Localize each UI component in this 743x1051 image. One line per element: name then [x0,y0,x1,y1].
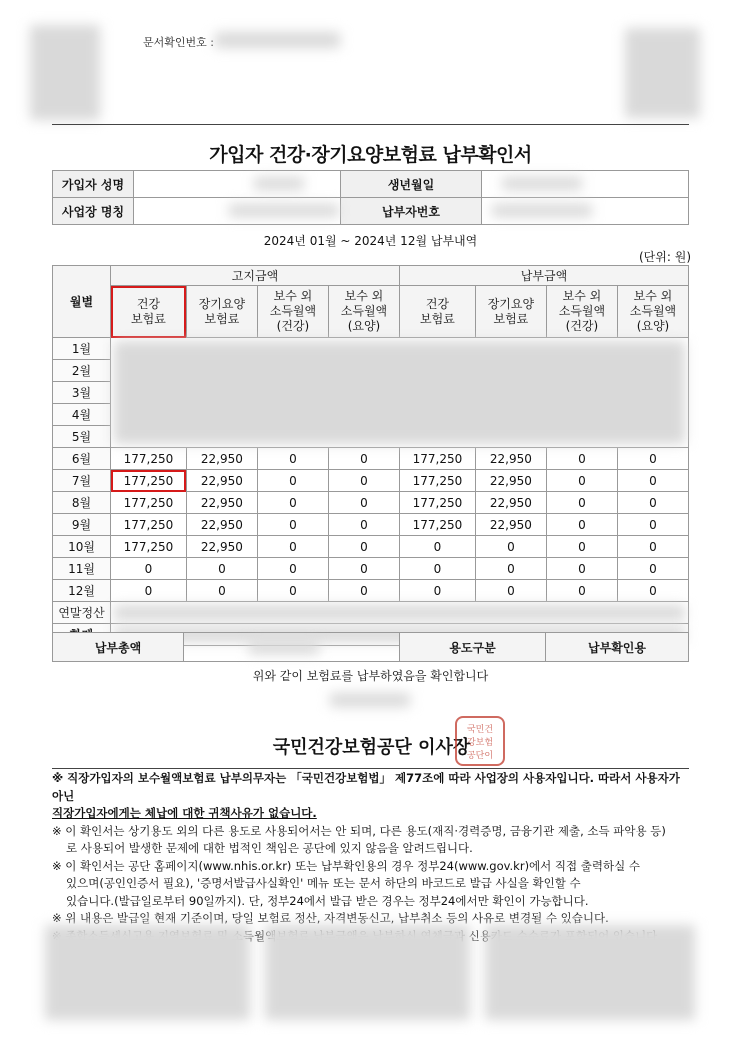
amount-cell: 177,250 [111,448,187,470]
amount-cell: 177,250 [399,448,475,470]
amount-cell: 0 [328,558,399,580]
note-line: ※ 이 확인서는 상기용도 외의 다른 용도로 사용되어서는 안 되며, 다른 용도(재직·경력증명, 금융기관 제출, 소득 파악용 등) [52,823,666,838]
amount-cell: 0 [546,492,617,514]
amount-cell: 22,950 [475,514,546,536]
amount-cell: 0 [257,448,328,470]
note-line: ※ 직장가입자의 보수월액보험료 납부의무자는 「국민건강보험법」 제77조에 따라 사업장의 사용자입니다. 따라서 사용자가 아닌 [52,771,680,803]
subscriber-info-table [52,170,689,225]
paid-group-header: 납부금액 [399,266,688,286]
top-rule [52,124,689,125]
table-row [53,558,689,580]
amount-cell: 177,250 [111,514,187,536]
amount-cell: 0 [328,514,399,536]
amount-cell: 177,250 [399,470,475,492]
amount-cell: 0 [111,580,187,602]
amount-cell: 22,950 [186,492,257,514]
table-row [53,536,689,558]
month-cell: 4월 [53,404,111,426]
notes-section [52,770,692,945]
amount-cell: 177,250 [399,492,475,514]
note-line: ※ 이 확인서는 공단 홈페이지(www.nhis.or.kr) 또는 납부확인용의 경우 정부24(www.gov.kr)에서 직접 출력하실 수 [52,858,641,873]
note-line: 직장가입자에게는 체납에 대한 귀책사유가 없습니다. [52,806,317,820]
amount-cell: 22,950 [475,470,546,492]
amount-cell: 177,250 [399,514,475,536]
month-cell: 1월 [53,338,111,360]
table-row [53,492,689,514]
table-row [53,448,689,470]
month-cell: 5월 [53,426,111,448]
amount-cell: 0 [617,558,688,580]
amount-cell: 0 [399,536,475,558]
birth-label: 생년월일 [341,171,482,198]
payer-no-value [482,198,689,225]
amount-cell: 177,250 [111,536,187,558]
amount-cell: 0 [546,580,617,602]
amount-cell: 22,950 [186,536,257,558]
amount-cell: 22,950 [186,470,257,492]
amount-cell: 0 [111,558,187,580]
agency-logo [30,25,100,120]
amount-cell: 0 [475,580,546,602]
workplace-label: 사업장 명칭 [53,198,134,225]
period-text: 2024년 01월 ~ 2024년 12월 납부내역 [263,234,478,248]
payer-no-label: 납부자번호 [341,198,482,225]
paid-health-header: 건강 보험료 [399,286,475,338]
total-paid-label: 납부총액 [53,633,184,662]
notice-extra-longterm-header: 보수 외 소득월액 (요양) [328,286,399,338]
amount-cell: 177,250 [111,492,187,514]
amount-cell: 0 [617,514,688,536]
paid-longterm-header: 장기요양 보험료 [475,286,546,338]
total-paid-value [184,633,400,662]
amount-cell: 0 [399,580,475,602]
amount-cell: 0 [257,558,328,580]
amount-cell: 0 [257,470,328,492]
purpose-value: 납부확인용 [546,633,689,662]
name-label: 가입자 성명 [53,171,134,198]
settlement-values [111,602,689,624]
month-cell: 9월 [53,514,111,536]
settlement-label: 연말정산 [53,602,111,624]
notes-rule [52,768,689,769]
doc-number-label: 문서확인번호 : [143,36,214,49]
month-cell: 7월 [53,470,111,492]
document-title: 가입자 건강·장기요양보험료 납부확인서 [209,144,532,166]
amount-cell: 0 [257,492,328,514]
notice-health-header: 건강 보험료 [111,286,187,338]
amount-cell: 0 [546,514,617,536]
amount-cell: 0 [475,536,546,558]
name-value [134,171,341,198]
payment-table [52,265,689,646]
paid-extra-longterm-header: 보수 외 소득월액 (요양) [617,286,688,338]
notice-longterm-header: 장기요양 보험료 [186,286,257,338]
amount-cell: 22,950 [475,492,546,514]
unit-text: (단위: 원) [639,250,691,264]
amount-cell: 0 [617,536,688,558]
month-cell: 10월 [53,536,111,558]
amount-cell: 0 [328,470,399,492]
footer-info [485,925,695,1020]
issuer-name: 국민건강보험공단 이사장 [272,737,471,758]
note-line: 로 사용되어 발생한 문제에 대한 법적인 책임은 공단에 있지 않음을 알려드립니다. [66,841,473,855]
birth-value [482,171,689,198]
month-cell: 6월 [53,448,111,470]
amount-cell: 0 [257,580,328,602]
table-row [53,580,689,602]
amount-cell: 22,950 [186,514,257,536]
amount-cell: 0 [546,470,617,492]
doc-number-value [215,32,340,48]
footer-info [45,925,250,1020]
month-cell: 11월 [53,558,111,580]
notice-group-header: 고지금액 [111,266,400,286]
amount-cell: 0 [328,580,399,602]
note-line: ※ 위 내용은 발급일 현재 기준이며, 당일 보험료 정산, 자격변동신고, 납부취소 등의 사유로 변경될 수 있습니다. [52,911,609,925]
amount-cell: 0 [186,558,257,580]
amount-cell: 0 [617,470,688,492]
purpose-label: 용도구분 [400,633,546,662]
amount-cell: 0 [328,448,399,470]
month-cell: 2월 [53,360,111,382]
month-cell: 3월 [53,382,111,404]
amount-cell: 0 [617,448,688,470]
amount-cell: 0 [257,536,328,558]
note-line: 있으며(공인인증서 필요), '증명서발급사실확인' 메뉴 또는 문서 하단의 바코드로 발급 사실을 확인할 수 [66,876,581,890]
summary-table [52,632,689,662]
amount-cell: 0 [257,514,328,536]
month-header: 월별 [53,266,111,338]
table-row [53,514,689,536]
footer-info [265,925,470,1020]
barcode-area [625,28,700,118]
confirm-text: 위와 같이 보험료를 납부하였음을 확인합니다 [252,669,489,683]
amount-cell: 177,250 [111,470,187,492]
amount-cell: 0 [546,536,617,558]
amount-cell: 0 [186,580,257,602]
official-seal: 국민건 강보험 공단이 [455,716,505,766]
amount-cell: 22,950 [475,448,546,470]
workplace-value [134,198,341,225]
amount-cell: 0 [546,448,617,470]
note-line: 있습니다.(발급일로부터 90일까지). 단, 정부24에서 발급 받은 경우는 정부24에서만 확인이 가능합니다. [66,893,589,908]
month-cell: 12월 [53,580,111,602]
amount-cell: 0 [617,492,688,514]
paid-extra-health-header: 보수 외 소득월액 (건강) [546,286,617,338]
amount-cell: 0 [617,580,688,602]
amount-cell: 0 [328,492,399,514]
table-row [53,470,689,492]
issue-date [330,693,410,707]
month-cell: 8월 [53,492,111,514]
amount-cell: 0 [328,536,399,558]
redacted-months [111,338,689,448]
amount-cell: 0 [475,558,546,580]
notice-extra-health-header: 보수 외 소득월액 (건강) [257,286,328,338]
amount-cell: 0 [546,558,617,580]
amount-cell: 22,950 [186,448,257,470]
amount-cell: 0 [399,558,475,580]
